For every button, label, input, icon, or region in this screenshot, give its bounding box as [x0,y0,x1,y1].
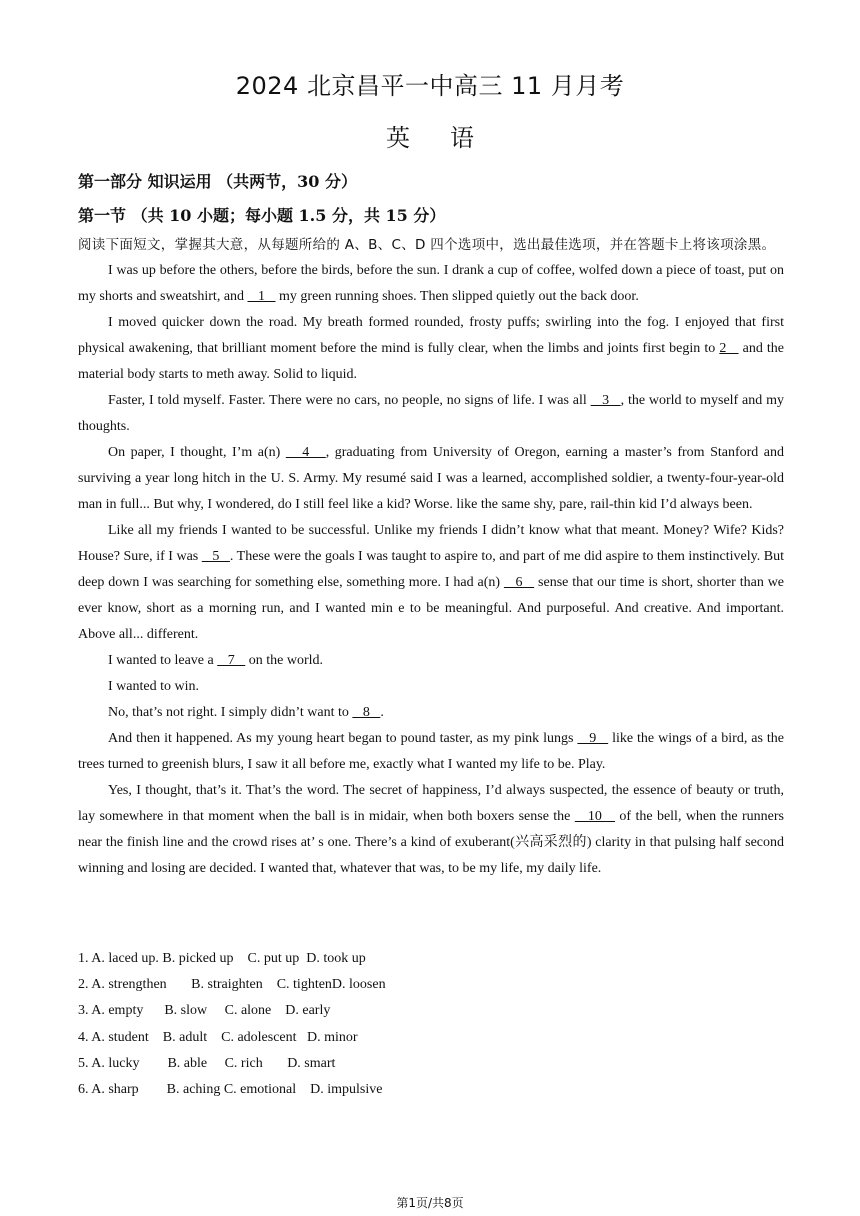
paragraph-text: , graduating from University of Oregon, earning a master’s from Stanford and surviving a year long hitch in the U. S. Army. My resumé said I was a learned, accomplished soldier, a twenty-four-year-old man in full... But why, I wondered, do I still feel like a kid? Worse. like the same shy, pare, rail-thin kid I’d always been. [78,445,784,512]
paragraph-text: , the world to myself and my thoughts. [78,393,784,434]
blank-3: 3 [590,393,621,408]
paragraph [78,258,784,310]
paragraph-text: I moved quicker down the road. My breath formed rounded, frosty puffs; swirling into the fog. I enjoyed that first physical awakening, that brilliant moment before the mind is fully clear, when the limbs and joints first begin to [78,315,784,356]
blank-5: 5 [201,549,230,564]
paragraph-text: . These were the goals I was taught to aspire to, and part of me did aspire to them instinctively. But deep down I was searching for something else, something more. I had a(n) [78,549,784,590]
blank-2: 2 [719,341,739,356]
paragraph-text: my green running shoes. Then slipped quietly out the back door. [275,289,639,304]
paragraph-text: I wanted to leave a [108,653,218,668]
paragraph [78,310,784,388]
paragraph-text: . [380,705,384,720]
paragraph [78,388,784,440]
paragraph-text: Yes, I thought, that’s it. That’s the word. The secret of happiness, I’d always suspected, the essence of beauty or truth, lay somewhere in that moment when the ball is in midair, when both boxers sense the [78,783,784,824]
part-heading: 第一部分 知识运用 （共两节，30 分） [78,172,357,191]
paragraph-text: And then it happened. As my young heart began to pound taster, as my pink lungs [108,731,578,746]
paragraph-text: On paper, I thought, I’m a(n) [108,445,286,460]
option-line-3: 3. A. empty B. slow C. alone D. early [78,1003,331,1019]
paragraph [78,778,784,882]
paragraph-text: Like all my friends I wanted to be successful. Unlike my friends I didn’t know what that meant. Money? Wife? Kids? House? Sure, if I was [78,523,784,564]
page-title: 2024 北京昌平一中高三 11 月月考 [235,72,625,100]
option-line-5: 5. A. lucky B. able C. rich D. smart [78,1055,336,1071]
page-number: 第1页/共8页 [396,1196,464,1210]
blank-8: 8 [352,705,381,720]
paragraph-text: I was up before the others, before the birds, before the sun. I drank a cup of coffee, wolfed down a piece of toast, put on my shorts and sweatshirt, and [78,263,784,304]
subject-title: 英语 [386,124,514,152]
passage-body [78,232,784,882]
option-line-2: 2. A. strengthen B. straighten C. tightenD. loosen [78,977,386,993]
paragraph: I wanted to win. [108,679,199,694]
paragraph [78,518,784,648]
paragraph-text: and the material body starts to meth away. Solid to liquid. [78,341,785,382]
paragraph [78,440,784,518]
blank-4: 4 [285,445,326,460]
blank-1: 1 [247,289,276,304]
paragraph-text: No, that’s not right. I simply didn’t want to [108,705,353,720]
paragraph-text: like the wings of a bird, as the trees turned to greenish blurs, I saw it all before me, exactly what I wanted my life to be. Play. [78,731,784,772]
blank-10: 10 [574,809,616,824]
section-heading: 第一节 （共 10 小题；每小题 1.5 分，共 15 分） [78,206,446,225]
paragraph-text: of the bell, when the runners near the finish line and the crowd rises at’ s one. There’s a kind of exuberant(兴高采烈的) clarity in that pulsing half second winning and losing are decided. I wanted that, whatever that was, to be my life, my daily life. [78,809,784,876]
option-line-4: 4. A. student B. adult C. adolescent D. minor [78,1029,358,1045]
paragraph [78,700,784,726]
options-list [78,946,386,1103]
blank-9: 9 [577,731,609,746]
blank-6: 6 [503,575,535,590]
paragraph-text: Faster, I told myself. Faster. There were no cars, no people, no signs of life. I was all [108,393,591,408]
option-line-6: 6. A. sharp B. aching C. emotional D. impulsive [78,1082,383,1098]
option-line-1: 1. A. laced up. B. picked up C. put up D. took up [78,951,366,966]
paragraph-text: sense that our time is short, shorter than we ever know, short as a morning run, and I wanted min e to be meaningful. And purposeful. And creative. And important. Above all... different. [78,575,785,642]
blank-7: 7 [217,653,246,668]
paragraph [78,648,784,674]
paragraph-text: on the world. [245,653,323,668]
paragraph [78,726,784,778]
instruction-text: 阅读下面短文，掌握其大意，从每题所给的 A、B、C、D 四个选项中，选出最佳选项，并在答题卡上将该项涂黑。 [78,237,776,253]
